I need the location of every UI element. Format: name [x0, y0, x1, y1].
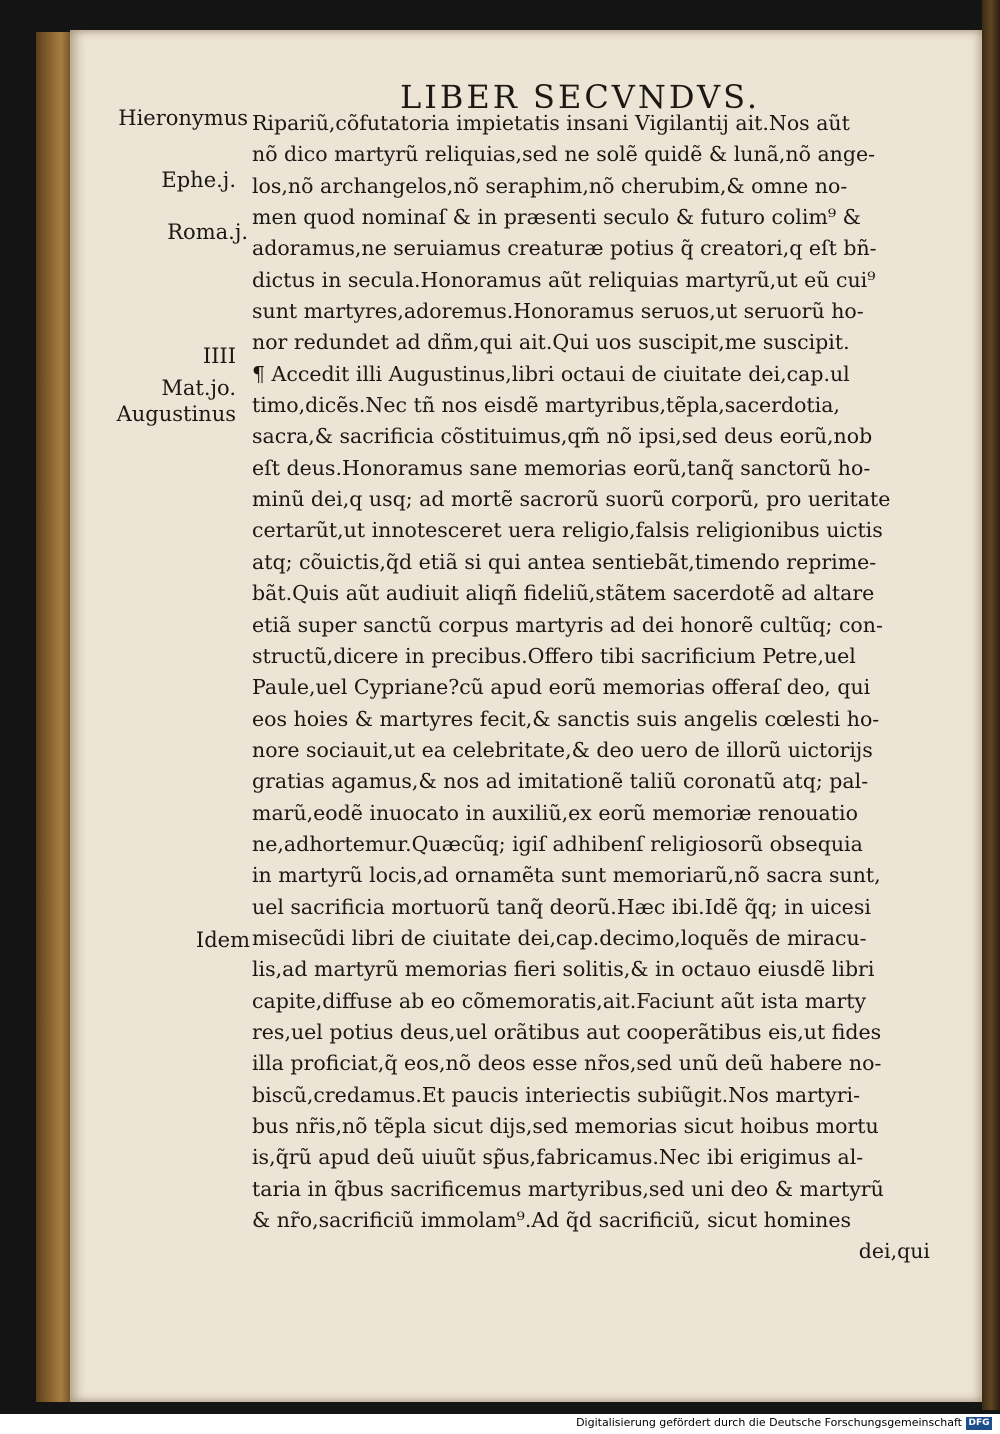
text-line: in martyrũ locis,ad ornamẽta sunt memoriarũ,nõ sacra sunt, [252, 863, 881, 888]
body-text [252, 108, 942, 1268]
text-line: res,uel potius deus,uel orãtibus aut cooperãtibus eis,ut fides [252, 1019, 882, 1044]
text-line: gratias agamus,& nos ad imitationẽ taliũ coronatũ atq; pal- [252, 769, 869, 794]
text-line: etiã super sanctũ corpus martyris ad dei honorẽ cultũq; con- [252, 612, 883, 637]
text-line: certarũt,ut innotesceret uera religio,falsis religionibus uictis [252, 518, 883, 543]
marginal-note-ephe: Ephe.j. [161, 168, 236, 192]
text-line: minũ dei,q usq; ad mortẽ sacrorũ suorũ corporũ, pro ueritate [252, 487, 891, 512]
text-line: men quod nominaſ & in præsenti seculo & futuro colim⁹ & [252, 205, 861, 230]
text-line: biscũ,credamus.Et paucis interiectis subiũgit.Nos martyri- [252, 1082, 861, 1107]
marginal-note-mat: Mat.jo. [161, 376, 236, 400]
text-line: sacra,& sacrificia cõstituimus,qm̃ nõ ipsi,sed deus eorũ,nob [252, 424, 873, 449]
book-fore-edge [982, 0, 1000, 1410]
text-line: bus nr̃is,nõ tẽpla sicut dijs,sed memorias sicut hoibus mortu [252, 1114, 879, 1138]
running-head: LIBER SECVNDVS. [400, 78, 761, 116]
text-line: taria in q̃bus sacrificemus martyribus,sed uni deo & martyrũ [252, 1176, 884, 1201]
text-line: is,q̃rũ apud deũ uiuũt sp̃us,fabricamus.Nec ibi erigimus al- [252, 1145, 864, 1170]
text-line: ¶ Accedit illi Augustinus,libri octaui de ciuitate dei,cap.ul [252, 361, 850, 386]
book-spine-edge [36, 32, 72, 1402]
footer-bar [0, 1414, 1000, 1434]
marginal-note-roma: Roma.j. [167, 220, 248, 244]
text-line: illa proficiat,q̃ eos,nõ deos esse nr̃os,sed unũ deũ habere no- [252, 1051, 882, 1076]
text-line: nõ dico martyrũ reliquias,sed ne solẽ quidẽ & lunã,nõ ange- [252, 142, 876, 167]
text-line: misecũdi libri de ciuitate dei,cap.decimo,loquẽs de miracu- [252, 925, 867, 950]
text-line: uel sacrificia mortuorũ tanq̃ deorũ.Hæc ibi.Idẽ q̃q; in uicesi [252, 894, 871, 919]
text-line: Ripariũ,cõfutatoria impietatis insani Vigilantij ait.Nos aũt [252, 111, 850, 135]
text-line: sunt martyres,adoremus.Honoramus seruos,ut seruorũ ho- [252, 299, 864, 324]
text-line: timo,dicẽs.Nec tñ nos eisdẽ martyribus,tẽpla,sacerdotia, [252, 393, 840, 418]
text-line: eos hoies & martyres fecit,& sanctis suis angelis cœlesti ho- [252, 706, 880, 731]
dfg-logo-icon: DFG [966, 1417, 992, 1430]
text-line: los,nõ archangelos,nõ seraphim,nõ cherubim,& omne no- [252, 173, 848, 198]
marginal-note-iiii: IIII [202, 344, 236, 368]
text-line: ne,adhortemur.Quæcũq; igiſ adhibenſ religiosorũ obsequia [252, 831, 863, 856]
marginal-note-hieronymus: Hieronymus [118, 106, 248, 130]
text-line: adoramus,ne seruiamus creaturæ potius q̃ creatori,q eſt bñ- [252, 236, 877, 261]
text-line: Paule,uel Cypriane?cũ apud eorũ memorias offeraſ deo, qui [252, 675, 871, 700]
text-line: atq; cõuictis,q̃d etiã si qui antea sentiebãt,timendo reprime- [252, 549, 877, 574]
text-line: structũ,dicere in precibus.Offero tibi sacrificium Petre,uel [252, 643, 856, 668]
text-line: nore sociauit,ut ea celebritate,& deo uero de illorũ uictorijs [252, 737, 873, 762]
catchword-line: dei,qui [858, 1239, 930, 1264]
text-line: & nr̃o,sacrificiũ immolam⁹.Ad q̃d sacrificiũ, sicut homines [252, 1208, 852, 1233]
funding-credit: Digitalisierung gefördert durch die Deutsche Forschungsgemeinschaft [576, 1416, 962, 1429]
text-line: dictus in secula.Honoramus aũt reliquias martyrũ,ut eũ cui⁹ [252, 267, 876, 292]
text-line: marũ,eodẽ inuocato in auxiliũ,ex eorũ memoriæ renouatio [252, 800, 858, 825]
text-line: capite,diffuse ab eo cõmemoratis,ait.Faciunt aũt ista marty [252, 988, 867, 1013]
text-line: lis,ad martyrũ memorias fieri solitis,& in octauo eiusdẽ libri [252, 957, 875, 982]
text-line: nor redundet ad dñm,qui ait.Qui uos suscipit,me suscipit. [252, 330, 850, 355]
text-line: bãt.Quis aũt audiuit aliqñ fideliũ,stãtem sacerdotẽ ad altare [252, 581, 875, 606]
marginal-note-augustinus: Augustinus [116, 402, 236, 426]
marginal-note-idem: Idem [195, 928, 250, 952]
text-line: eſt deus.Honoramus sane memorias eorũ,tanq̃ sanctorũ ho- [252, 455, 871, 480]
